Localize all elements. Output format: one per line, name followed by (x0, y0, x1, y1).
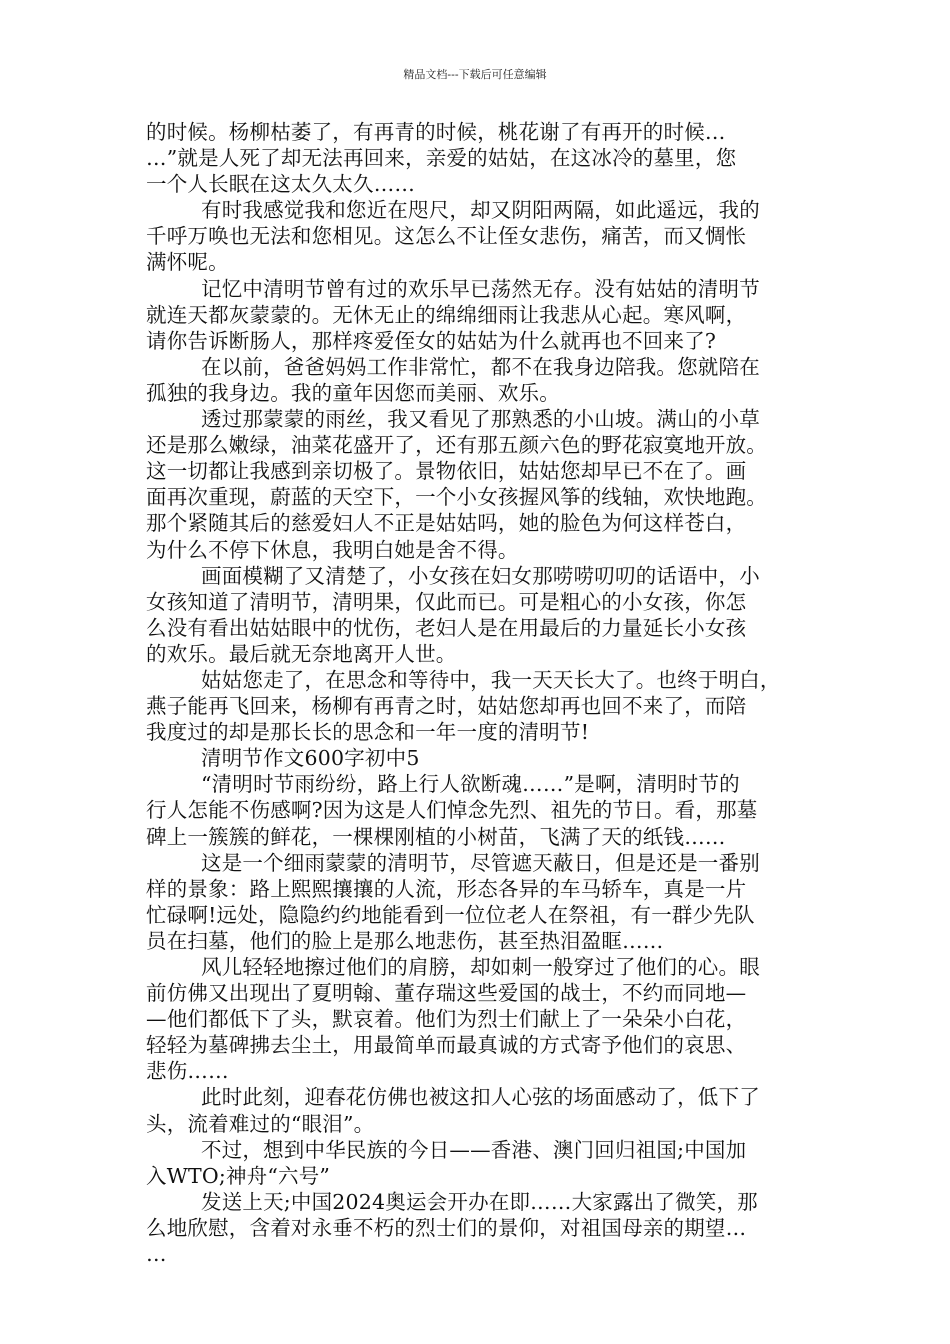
text-line: 这一切都让我感到亲切极了。景物依旧，姑姑您却早已不在了。画 (146, 459, 747, 484)
text-line: 面再次重现，蔚蓝的天空下，一个小女孩握风筝的线轴，欢快地跑。 (146, 485, 767, 510)
text-line: 悲伤…… (146, 1059, 229, 1084)
text-line: 千呼万唤也无法和您相见。这怎么不让侄女悲伤，痛苦，而又惆怅 (146, 224, 747, 249)
text-line: 那个紧随其后的慈爱妇人不正是姑姑吗，她的脸色为何这样苍白， (146, 511, 747, 536)
text-line: 姑姑您走了，在思念和等待中，我一天天长大了。也终于明白， (201, 667, 781, 692)
text-line: 么没有看出姑姑眼中的忧伤，老妇人是在用最后的力量延长小女孩 (146, 615, 747, 640)
text-line: 不过，想到中华民族的今日——香港、澳门回归祖国;中国加 (201, 1137, 747, 1162)
text-line: 女孩知道了清明节，清明果，仅此而已。可是粗心的小女孩，你怎 (146, 589, 747, 614)
text-line: 画面模糊了又清楚了，小女孩在妇女那唠唠叨叨的话语中，小 (201, 563, 760, 588)
text-line: 这是一个细雨蒙蒙的清明节，尽管遮天蔽日，但是还是一番别 (201, 850, 760, 875)
text-line: 请你告诉断肠人，那样疼爱侄女的姑姑为什么就再也不回来了? (146, 328, 717, 353)
text-line: 在以前，爸爸妈妈工作非常忙，都不在我身边陪我。您就陪在 (201, 354, 760, 379)
text-line: 发送上天;中国2024奥运会开办在即……大家露出了微笑，那 (201, 1189, 758, 1214)
text-line: 员在扫墓，他们的脸上是那么地悲伤，甚至热泪盈眶…… (146, 928, 664, 953)
text-line: 样的景象：路上熙熙攘攘的人流，形态各异的车马轿车，真是一片 (146, 876, 747, 901)
text-line: 有时我感觉我和您近在咫尺，却又阴阳两隔，如此遥远，我的 (201, 198, 760, 223)
text-line: 燕子能再飞回来，杨柳有再青之时，姑姑您却再也回不来了，而陪 (146, 694, 747, 719)
text-line: 的时候。杨柳枯萎了，有再青的时候，桃花谢了有再开的时候… (146, 120, 726, 144)
text-line: 头，流着难过的“眼泪”。 (146, 1111, 375, 1136)
text-line: 记忆中清明节曾有过的欢乐早已荡然无存。没有姑姑的清明节 (201, 276, 760, 301)
text-line: 孤独的我身边。我的童年因您而美丽、欢乐。 (146, 380, 560, 405)
text-line: —他们都低下了头，默哀着。他们为烈士们献上了一朵朵小白花， (146, 1007, 747, 1032)
text-line: 清明节作文600字初中5 (201, 746, 420, 771)
text-line: 忙碌啊!远处，隐隐约约地能看到一位位老人在祭祖，有一群少先队 (146, 902, 755, 927)
page-header: 精品文档---下载后可任意编辑 (403, 68, 547, 81)
text-line: 前仿佛又出现出了夏明翰、董存瑞这些爱国的战士，不约而同地— (146, 981, 747, 1006)
document-body (146, 119, 810, 1267)
text-line: 行人怎能不伤感啊?因为这是人们悼念先烈、祖先的节日。看，那墓 (146, 798, 758, 823)
text-line: 么地欣慰，含着对永垂不朽的烈士们的景仰，对祖国母亲的期望… (146, 1215, 747, 1240)
text-line: 入WTO;神舟“六号” (146, 1163, 331, 1188)
text-line: 为什么不停下休息，我明白她是舍不得。 (146, 537, 519, 562)
text-line: 的欢乐。最后就无奈地离开人世。 (146, 641, 457, 666)
text-line: 此时此刻，迎春花仿佛也被这扣人心弦的场面感动了，低下了 (201, 1085, 760, 1110)
text-line: 风儿轻轻地擦过他们的肩膀，却如刺一般穿过了他们的心。眼 (201, 955, 760, 979)
text-line: 碑上一簇簇的鲜花，一棵棵刚植的小树苗，飞满了天的纸钱…… (146, 824, 726, 849)
text-line: 一个人长眠在这太久太久…… (146, 172, 416, 197)
text-line: 透过那蒙蒙的雨丝，我又看见了那熟悉的小山坡。满山的小草 (201, 407, 760, 432)
text-line: … (146, 1242, 167, 1267)
text-line: 轻轻为墓碑拂去尘土，用最简单而最真诚的方式寄予他们的哀思、 (146, 1033, 747, 1058)
text-line: 我度过的却是那长长的思念和一年一度的清明节! (146, 720, 590, 745)
text-line: “清明时节雨纷纷，路上行人欲断魂……”是啊，清明时节的 (201, 772, 740, 797)
text-line: …”就是人死了却无法再回来，亲爱的姑姑，在这冰冷的墓里，您 (146, 146, 737, 171)
text-line: 满怀呢。 (146, 250, 229, 275)
text-line: 就连天都灰蒙蒙的。无休无止的绵绵细雨让我悲从心起。寒风啊， (146, 302, 747, 327)
text-line: 还是那么嫩绿，油菜花盛开了，还有那五颜六色的野花寂寞地开放。 (146, 433, 767, 458)
